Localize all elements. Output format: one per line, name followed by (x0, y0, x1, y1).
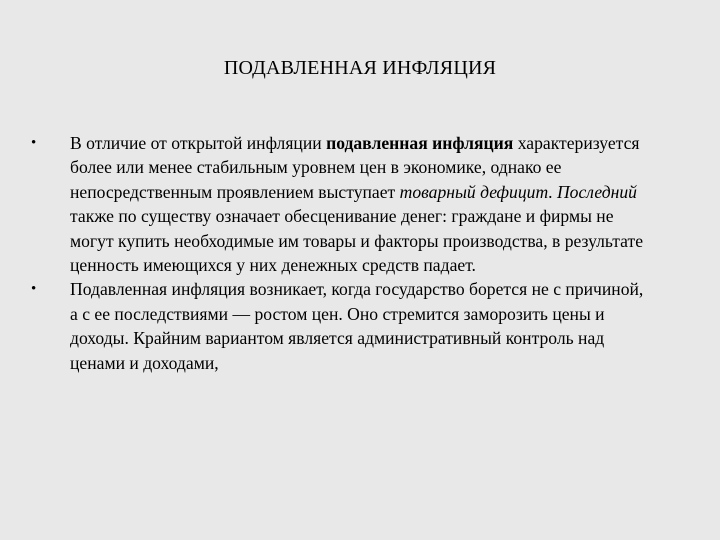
bullet-marker: • (31, 281, 37, 298)
bullet-1-text-end: также по существу означает обесценивание денег: граждане и фирмы не могут купить необходимые им товары и факторы производства, в результате ценность имеющихся у них денежных средств падает. (70, 206, 644, 276)
bullet-list (0, 131, 720, 375)
bullet-item-2 (0, 277, 650, 375)
bullet-2-text: Подавленная инфляция возникает, когда государство борется не с причиной, а с ее последствиями — ростом цен. Оно стремится заморозить цены и доходы. Крайним вариантом является административный контроль над ценами и доходами, (70, 279, 644, 373)
bullet-1-text-period: . (548, 181, 557, 202)
bullet-1-term-commodity-deficit: товарный дефицит (399, 181, 549, 202)
slide-title: ПОДАВЛЕННАЯ ИНФЛЯЦИЯ (223, 57, 497, 79)
bullet-1-text-main: характеризуется более или менее стабильным уровнем цен в экономике, однако ее непосредственным проявлением выступает (70, 133, 640, 202)
bullet-item-1 (0, 131, 650, 277)
bullet-marker: • (31, 135, 37, 151)
bullet-1-term-latter: Последний (556, 181, 637, 202)
bullet-1-term-suppressed-inflation: подавленная инфляция (326, 133, 514, 153)
bullet-1-text-intro: В отличие от открытой инфляции (70, 133, 327, 153)
